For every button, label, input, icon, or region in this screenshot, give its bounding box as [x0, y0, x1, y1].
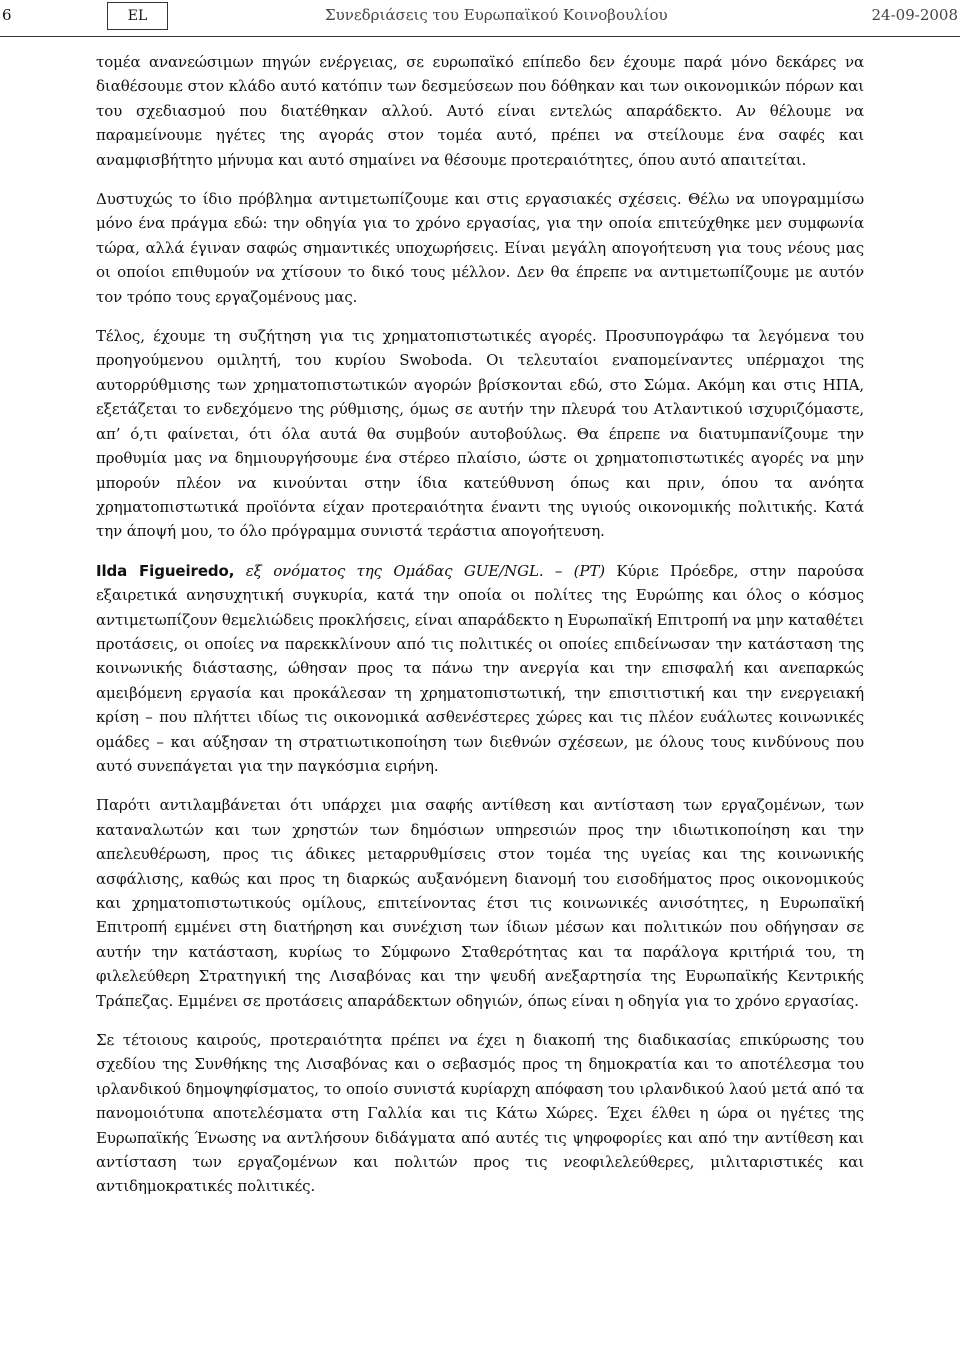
speech-opening-paragraph [96, 559, 864, 779]
paragraph: Δυστυχώς το ίδιο πρόβλημα αντιμετωπίζουμε και στις εργασιακές σχέσεις. Θέλω να υπογραμμίσω μόνο ένα πράγμα εδώ: την οδηγία για το χρόνο εργασίας, για την οποία επιτεύχθηκε μεν συμφωνία τώρα, αλλά έγιναν σαφώς σημαντικές υποχωρήσεις. Είναι μεγάλη απογοήτευση για τους νέους μας οι οποίοι επιθυμούν να χτίσουν το δικό τους μέλλον. Δεν θα έπρεπε να αντιμετωπίζουμε με αυτόν τον τρόπο τους εργαζομένους μας. [96, 190, 864, 306]
language-code-box: EL [107, 2, 168, 30]
page-number: 6 [2, 6, 12, 24]
document-title: Συνεδριάσεις του Ευρωπαϊκού Κοινοβουλίου [325, 6, 668, 24]
speaker-name: Ilda Figueiredo, [96, 561, 235, 580]
speech-text: Κύριε Πρόεδρε, στην παρούσα εξαιρετικά ανησυχητική συγκυρία, κατά την οποία οι πολίτες της Ευρώπης και όλος ο κόσμος αντιμετωπίζουν θεμελιώδεις προκλήσεις, είναι απαράδεκτο η Ευρωπαϊκή Επιτροπή να μην καταθέτει προτάσεις, οι οποίες να παρεκκλίνουν από τις πολιτικές οι οποίες επιδείνωσαν την κατάσταση της κοινωνικής διάστασης, ώθησαν προς τα πάνω την ανεργία και την επισφαλή και ανεπαρκώς αμειβόμενη εργασία και προκάλεσαν τη χρηματοπιστωτική, την επισιτιστική και την ενεργειακή κρίση – που πλήττει ιδίως τις οικονομικά ασθενέστερες χώρες και τις πλέον ευάλωτες κοινωνικές ομάδες – και αύξησαν τη στρατιωτικοποίηση των διεθνών σχέσεων, με όλους τους κινδύνους που αυτό συνεπάγεται για την παγκόσμια ειρήνη. [96, 561, 864, 775]
speaker-role: εξ ονόματος της Ομάδας GUE/NGL. – (PT) [245, 561, 606, 580]
document-date: 24-09-2008 [871, 6, 958, 24]
document-body [96, 50, 864, 1214]
paragraph: Παρότι αντιλαμβάνεται ότι υπάρχει μια σαφής αντίθεση και αντίσταση των εργαζομένων, των καταναλωτών και των χρηστών των δημόσιων υπηρεσιών προς την ιδιωτικοποίηση και την απελευθέρωση, προς τις άδικες μεταρρυθμίσεις στον τομέα της υγείας και της κοινωνικής ασφάλισης, καθώς και προς τη διαρκώς αυξανόμενη διανομή του εισοδήματος προς οικονομικούς και χρηματοπιστωτικούς ομίλους, επιτείνοντας έτσι τις κοινωνικές ανισότητες, η Ευρωπαϊκή Επιτροπή εμμένει στη διατήρηση και συνέχιση των ίδιων μέσων και πολιτικών που οδήγησαν σε αυτήν την κατάσταση, κυρίως το Σύμφωνο Σταθερότητας και τα παράλογα κριτήριά του, τη φιλελεύθερη Στρατηγική της Λισαβόνας και την ψευδή ανεξαρτησία της Ευρωπαϊκής Κεντρικής Τράπεζας. Εμμένει σε προτάσεις απαράδεκτων οδηγιών, όπως είναι η οδηγία για το χρόνο εργασίας. [96, 796, 864, 1010]
paragraph: Σε τέτοιους καιρούς, προτεραιότητα πρέπει να έχει η διακοπή της διαδικασίας επικύρωσης του σχεδίου της Συνθήκης της Λισαβόνας και ο σεβασμός προς τη δημοκρατία και το αποτέλεσμα του ιρλανδικού δημοψηφίσματος, το οποίο συνιστά κυρίαρχη απόφαση του ιρλανδικού λαού μετά από τα πανομοιότυπα αποτελέσματα στη Γαλλία και τις Κάτω Χώρες. Έχει έλθει η ώρα οι ηγέτες της Ευρωπαϊκής Ένωσης να αντλήσουν διδάγματα από αυτές τις ψηφοφορίες και από την αντίθεση και αντίσταση των εργαζομένων και πολιτών προς τις νεοφιλελεύθερες, μιλιταριστικές και αντιδημοκρατικές πολιτικές. [96, 1031, 864, 1196]
paragraph: Τέλος, έχουμε τη συζήτηση για τις χρηματοπιστωτικές αγορές. Προσυπογράφω τα λεγόμενα του προηγούμενου ομιλητή, του κυρίου Swoboda. Οι τελευταίοι εναπομείναντες υπέρμαχοι της αυτορρύθμισης των χρηματοπιστωτικών αγορών βρίσκονται εδώ, στο Σώμα. Ακόμη και στις ΗΠΑ, εξετάζεται το ενδεχόμενο της ρύθμισης, όμως σε αυτήν την πλευρά του Ατλαντικού ισχυριζόμαστε, απ’ ό,τι φαίνεται, ότι όλα αυτά θα συμβούν αυτοβούλως. Θα έπρεπε να διατυμπανίζουμε την προθυμία μας να δημιουργήσουμε ένα στέρεο πλαίσιο, ώστε οι χρηματοπιστωτικές αγορές να μην μπορούν πλέον να κινούνται στην ίδια κατεύθυνση όπως και πριν, όπου τα ανόητα χρηματοπιστωτικά προϊόντα είχαν προτεραιότητα έναντι της υγιούς οικονομικής πολιτικής. Κατά την άποψή μου, το όλο πρόγραμμα συνιστά τεράστια απογοήτευση. [96, 327, 864, 541]
paragraph: τομέα ανανεώσιμων πηγών ενέργειας, σε ευρωπαϊκό επίπεδο δεν έχουμε παρά μόνο δεκάρες να διαθέσουμε στον κλάδο αυτό κατόπιν των δεσμεύσεων που δόθηκαν και των οικονομικών πόρων και του σχεδιασμού που διατέθηκαν αλλού. Αυτό είναι εντελώς απαράδεκτο. Αν θέλουμε να παραμείνουμε ηγέτες της αγοράς στον τομέα αυτό, πρέπει να στείλουμε ένα σαφές και αναμφισβήτητο μήνυμα και αυτό σημαίνει να θέσουμε προτεραιότητες, όπου αυτό απαιτείται. [96, 53, 864, 169]
page-header [0, 0, 960, 37]
